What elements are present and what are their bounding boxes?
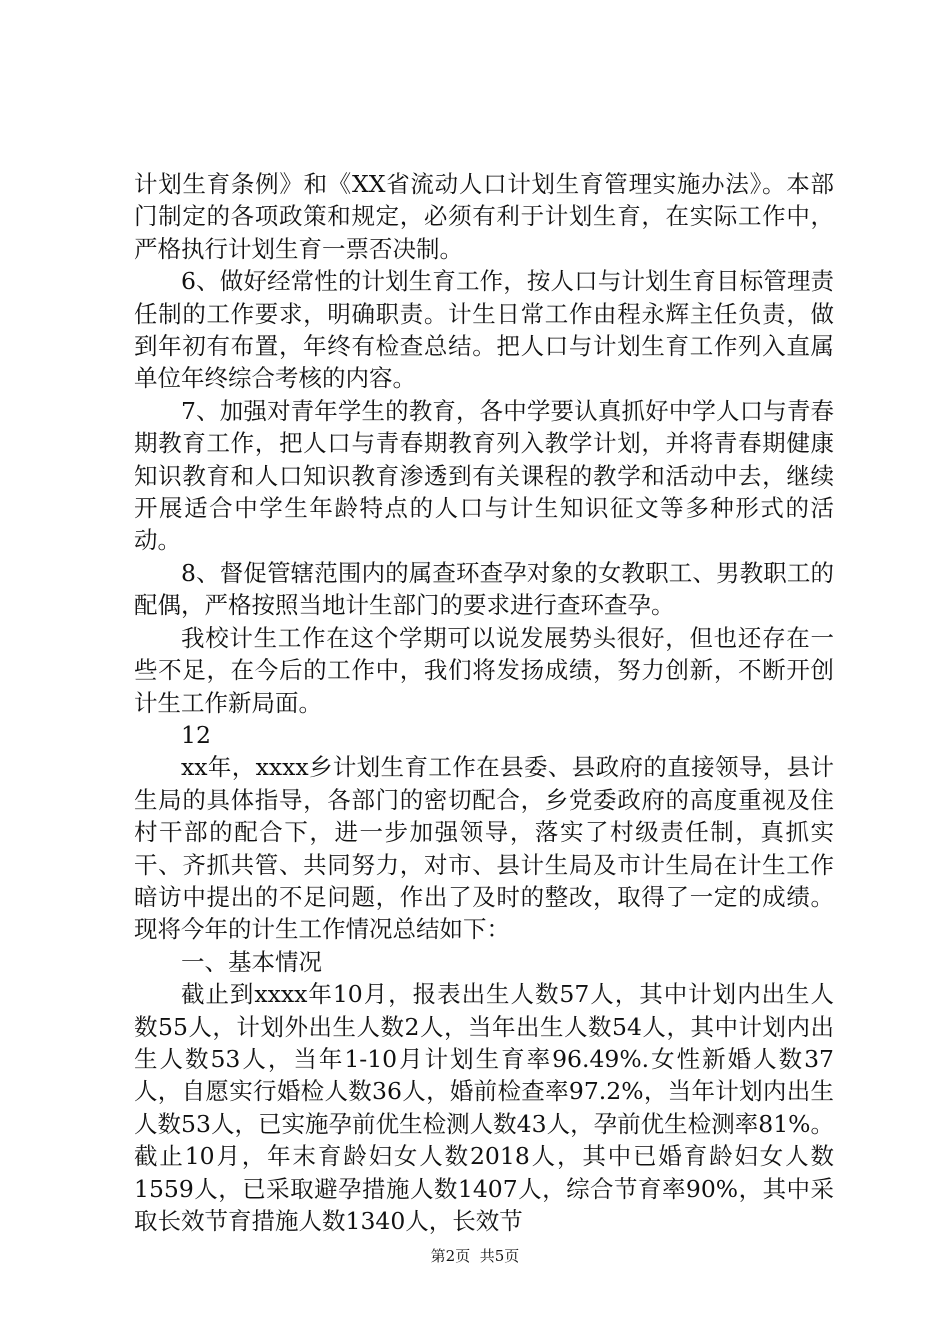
page-total: 共5页	[479, 1247, 520, 1265]
paragraph-item-6: 6、做好经常性的计划生育工作，按人口与计划生育目标管理责任制的工作要求，明确职责。计生日常工作由程永辉主任负责，做到年初有布置，年终有检查总结。把人口与计划生育工作列入直属单位年终综合考核的内容。	[134, 267, 834, 393]
paragraph-conclusion: 我校计生工作在这个学期可以说发展势头很好，但也还存在一些不足，在今后的工作中，我们将发扬成绩，努力创新，不断开创计生工作新局面。	[134, 623, 834, 717]
page-footer	[0, 1246, 950, 1266]
paragraph-item-7: 7、加强对青年学生的教育，各中学要认真抓好中学人口与青春期教育工作，把人口与青春期教育列入教学计划，并将青春期健康知识教育和人口知识教育渗透到有关课程的教学和活动中去，继续开展适合中学生年龄特点的人口与计生知识征文等多种形式的活动。	[134, 396, 834, 555]
section-heading-basic-situation: 一、基本情况	[181, 947, 322, 976]
paragraph-statistics: 截止到xxxx年10月，报表出生人数57人，其中计划内出生人数55人，计划外出生人数2人，当年出生人数54人，其中计划内出生人数53人，当年1-10月计划生育率96.49%.女性新婚人数37人，自愿实行婚检人数36人，婚前检查率97.2%，当年计划内出生人数53人，已实施孕前优生检测人数43人，孕前优生检测率81%。截止10月，年末育龄妇女人数2018人，其中已婚育龄妇女人数1559人，已采取避孕措施人数1407人，综合节育率90%，其中采取长效节育措施人数1340人，长效节	[134, 980, 834, 1235]
paragraph-continuation: 计划生育条例》和《XX省流动人口计划生育管理实施办法》。本部门制定的各项政策和规定，必须有利于计划生育，在实际工作中，严格执行计划生育一票否决制。	[134, 170, 834, 263]
page-number: 第2页	[430, 1247, 471, 1265]
paragraph-item-8: 8、督促管辖范围内的属查环查孕对象的女教职工、男教职工的配偶，严格按照当地计生部门的要求进行查环查孕。	[134, 558, 834, 620]
paragraph-intro: xx年，xxxx乡计划生育工作在县委、县政府的直接领导，县计生局的具体指导，各部门的密切配合，乡党委政府的高度重视及住村干部的配合下，进一步加强领导，落实了村级责任制，真抓实干、齐抓共管、共同努力，对市、县计生局及市计生局在计生工作暗访中提出的不足问题，作出了及时的整改，取得了一定的成绩。现将今年的计生工作情况总结如下：	[134, 753, 834, 944]
section-number: 12	[181, 720, 211, 749]
document-body	[134, 168, 834, 1237]
